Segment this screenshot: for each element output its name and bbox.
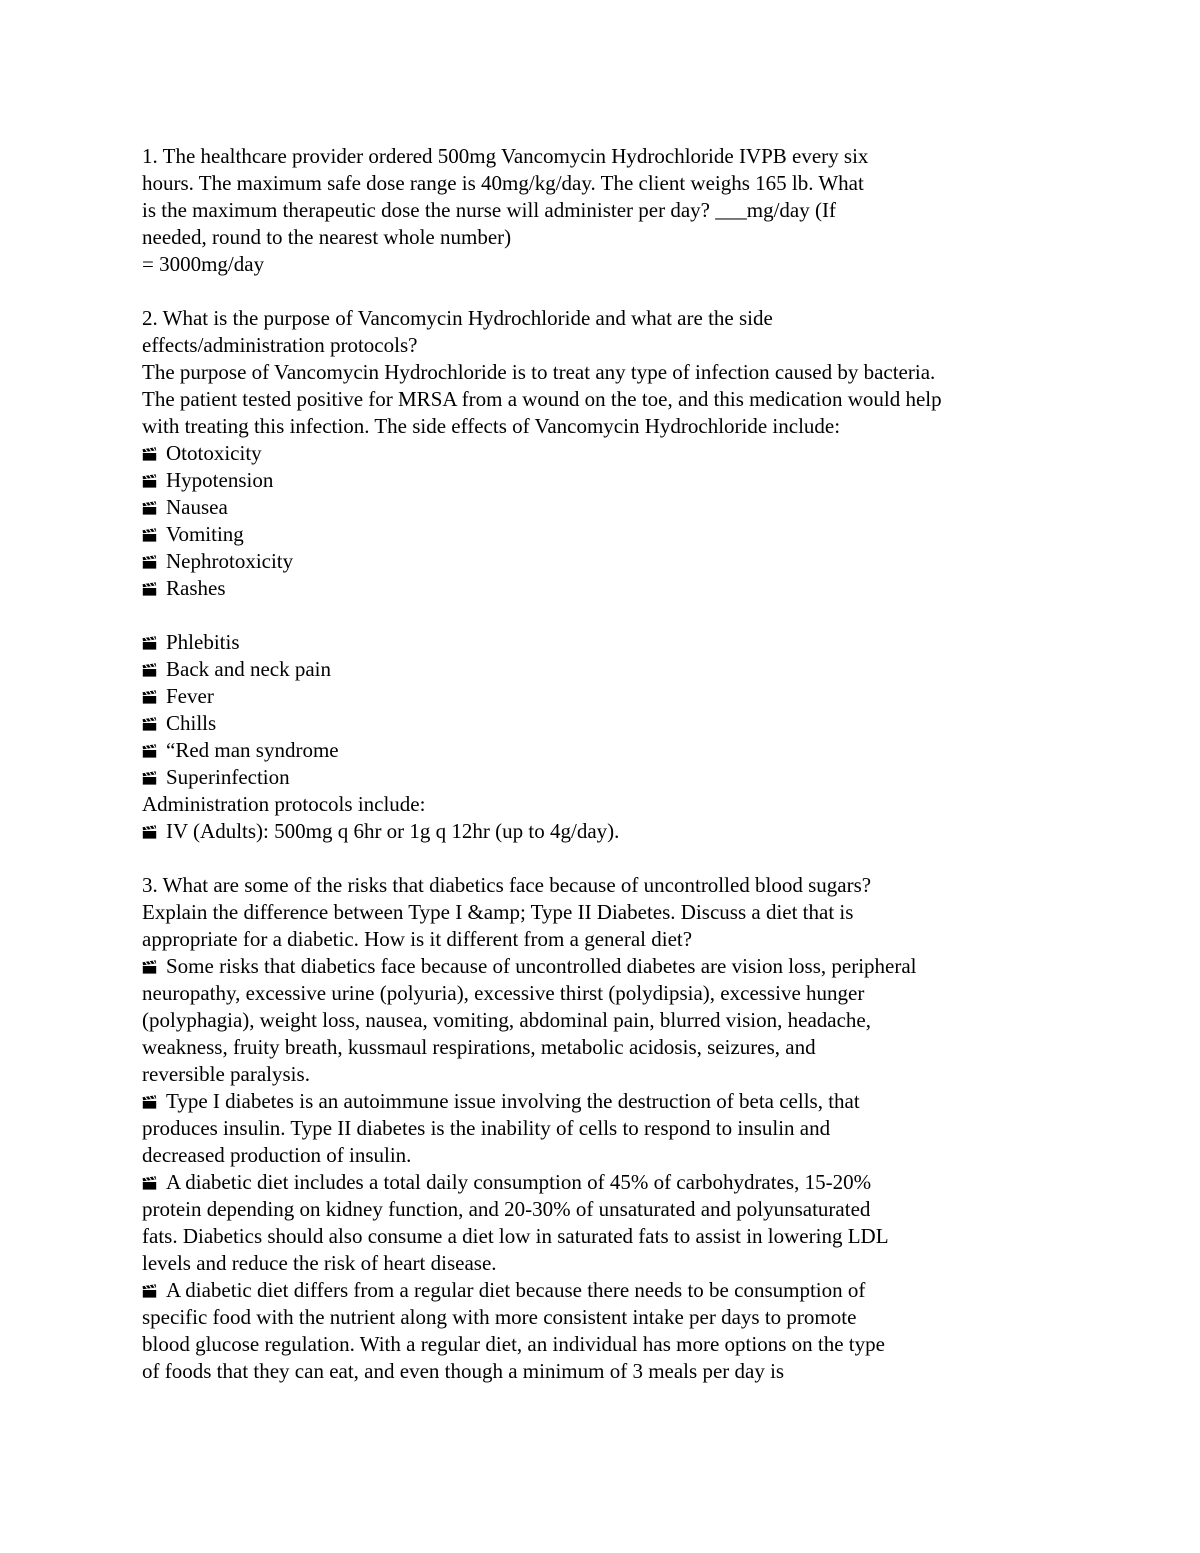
paragraph-line: produces insulin. Type II diabetes is the inability of cells to respond to insulin and (142, 1116, 831, 1140)
spacer (142, 278, 1062, 305)
list-item-text: Back and neck pain (166, 657, 332, 681)
q1-line: hours. The maximum safe dose range is 40mg/kg/day. The client weighs 165 lb. What (142, 171, 864, 195)
list-item-text: A diabetic diet includes a total daily consumption of 45% of carbohydrates, 15-20% (166, 1170, 872, 1194)
clapperboard-icon (142, 447, 157, 461)
clapperboard-icon (142, 771, 157, 785)
clapperboard-icon (142, 555, 157, 569)
list-item-text: Superinfection (166, 765, 290, 789)
q3-question-line: appropriate for a diabetic. How is it different from a general diet? (142, 927, 693, 951)
paragraph-line: weakness, fruity breath, kussmaul respirations, metabolic acidosis, seizures, and (142, 1035, 816, 1059)
clapperboard-icon (142, 690, 157, 704)
list-item (142, 548, 1062, 575)
list-item (142, 710, 1062, 737)
q2-answer-line: with treating this infection. The side effects of Vancomycin Hydrochloride include: (142, 414, 841, 438)
list-item-text: A diabetic diet differs from a regular diet because there needs to be consumption of (166, 1278, 866, 1302)
list-item (142, 683, 1062, 710)
list-item (142, 1169, 1062, 1196)
list-item (142, 737, 1062, 764)
list-item (142, 629, 1062, 656)
q1-line: 1. The healthcare provider ordered 500mg Vancomycin Hydrochloride IVPB every six (142, 144, 869, 168)
list-item-text: Fever (166, 684, 214, 708)
list-item (142, 953, 1062, 980)
q2-question-line: effects/administration protocols? (142, 333, 418, 357)
side-effects-list (142, 440, 1062, 602)
list-item-text: Nephrotoxicity (166, 549, 294, 573)
clapperboard-icon (142, 1095, 157, 1109)
q1-line: is the maximum therapeutic dose the nurse will administer per day? ___mg/day (If (142, 198, 836, 222)
q1-line: needed, round to the nearest whole number) (142, 225, 512, 249)
q2-answer-line: The purpose of Vancomycin Hydrochloride is to treat any type of infection caused by bacteria. (142, 360, 936, 384)
paragraph-line: fats. Diabetics should also consume a diet low in saturated fats to assist in lowering LDL (142, 1224, 889, 1248)
paragraph-line: neuropathy, excessive urine (polyuria), excessive thirst (polydipsia), excessive hunger (142, 981, 865, 1005)
clapperboard-icon (142, 825, 157, 839)
clapperboard-icon (142, 1176, 157, 1190)
list-item (142, 467, 1062, 494)
list-item-text: Hypotension (166, 468, 274, 492)
list-item (142, 1277, 1062, 1304)
clapperboard-icon (142, 636, 157, 650)
paragraph-line: protein depending on kidney function, and 20-30% of unsaturated and polyunsaturated (142, 1197, 871, 1221)
clapperboard-icon (142, 501, 157, 515)
answer-point (142, 1277, 1062, 1385)
clapperboard-icon (142, 474, 157, 488)
paragraph-line: specific food with the nutrient along with more consistent intake per days to promote (142, 1305, 857, 1329)
q2-answer-line: The patient tested positive for MRSA from a wound on the toe, and this medication would help (142, 387, 942, 411)
document-body (142, 143, 1062, 1385)
list-item-text: Chills (166, 711, 217, 735)
list-item (142, 656, 1062, 683)
admin-heading: Administration protocols include: (142, 792, 426, 816)
list-item (142, 494, 1062, 521)
side-effects-list-continued (142, 629, 1062, 791)
answer-point (142, 1169, 1062, 1277)
q3-question-line: 3. What are some of the risks that diabetics face because of uncontrolled blood sugars? (142, 873, 872, 897)
list-item (142, 764, 1062, 791)
answer-point (142, 953, 1062, 1088)
q2-question-line: 2. What is the purpose of Vancomycin Hydrochloride and what are the side (142, 306, 773, 330)
list-item-text: Vomiting (166, 522, 244, 546)
list-item (142, 575, 1062, 602)
clapperboard-icon (142, 663, 157, 677)
clapperboard-icon (142, 717, 157, 731)
spacer (142, 845, 1062, 872)
clapperboard-icon (142, 1284, 157, 1298)
list-item-text: Some risks that diabetics face because of uncontrolled diabetes are vision loss, peripheral (166, 954, 917, 978)
list-item-text: Ototoxicity (166, 441, 262, 465)
clapperboard-icon (142, 528, 157, 542)
question-2 (142, 305, 1062, 845)
list-item-text: “Red man syndrome (166, 738, 339, 762)
clapperboard-icon (142, 744, 157, 758)
list-item-text: IV (Adults): 500mg q 6hr or 1g q 12hr (up to 4g/day). (166, 819, 620, 843)
paragraph-line: of foods that they can eat, and even though a minimum of 3 meals per day is (142, 1359, 785, 1383)
paragraph-line: decreased production of insulin. (142, 1143, 412, 1167)
list-item-text: Phlebitis (166, 630, 240, 654)
clapperboard-icon (142, 960, 157, 974)
list-item (142, 440, 1062, 467)
list-item (142, 818, 1062, 845)
q1-answer: = 3000mg/day (142, 252, 265, 276)
list-item-text: Nausea (166, 495, 228, 519)
list-item (142, 1088, 1062, 1115)
answer-point (142, 1088, 1062, 1169)
paragraph-line: (polyphagia), weight loss, nausea, vomiting, abdominal pain, blurred vision, headache, (142, 1008, 871, 1032)
question-1 (142, 143, 1062, 278)
list-item (142, 521, 1062, 548)
clapperboard-icon (142, 582, 157, 596)
list-item-text: Type I diabetes is an autoimmune issue involving the destruction of beta cells, that (166, 1089, 860, 1113)
paragraph-line: levels and reduce the risk of heart disease. (142, 1251, 497, 1275)
paragraph-line: reversible paralysis. (142, 1062, 310, 1086)
q3-question-line: Explain the difference between Type I &amp; Type II Diabetes. Discuss a diet that is (142, 900, 854, 924)
question-3 (142, 872, 1062, 1385)
spacer (142, 602, 1062, 629)
paragraph-line: blood glucose regulation. With a regular diet, an individual has more options on the type (142, 1332, 885, 1356)
list-item-text: Rashes (166, 576, 226, 600)
